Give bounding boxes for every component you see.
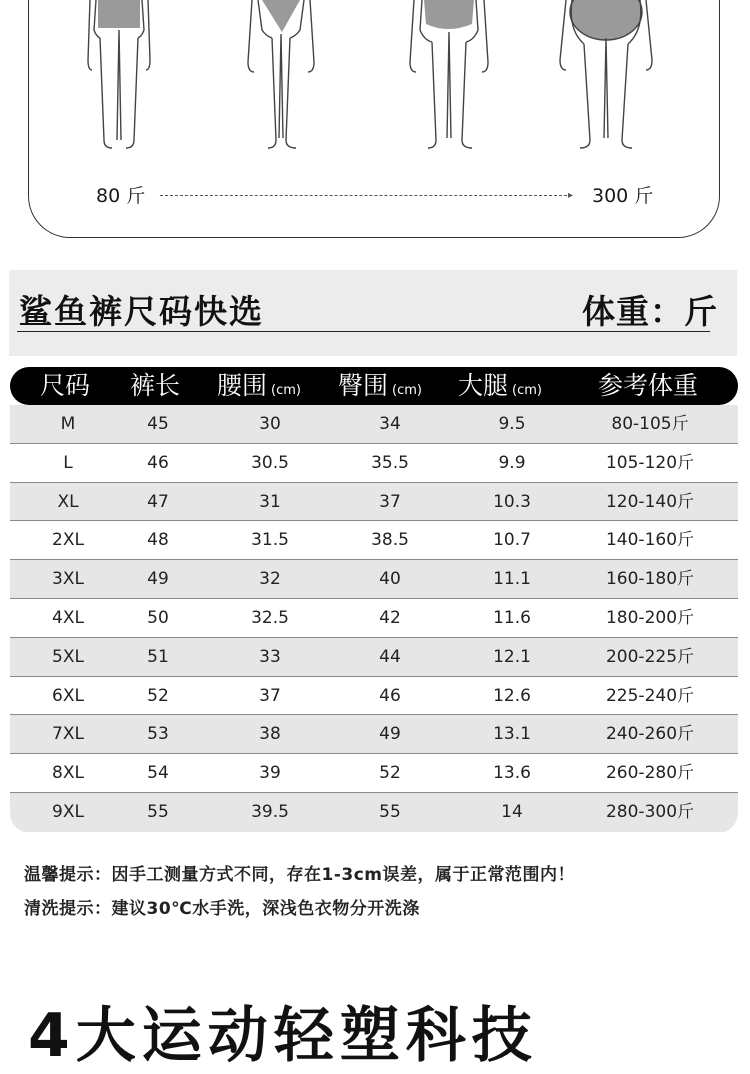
table-cell: 2XL <box>52 530 84 551</box>
table-cell: 11.6 <box>493 607 531 628</box>
table-cell: 38 <box>259 724 281 745</box>
table-cell: 40 <box>379 569 401 590</box>
body-figure-average <box>248 0 314 148</box>
header-thigh: 大腿 (cm) <box>458 371 542 400</box>
table-cell: 53 <box>147 724 169 745</box>
table-header <box>10 367 738 405</box>
table-cell: L <box>63 452 73 473</box>
table-cell: 50 <box>147 607 169 628</box>
table-row <box>10 599 738 638</box>
table-cell: 46 <box>379 685 401 706</box>
header-length: 裤长 <box>130 371 181 400</box>
table-cell: 9XL <box>52 801 84 822</box>
table-cell: 44 <box>379 646 401 667</box>
table-cell: 180-200斤 <box>605 607 695 628</box>
body-figures-illustration <box>0 0 750 160</box>
table-cell: 13.6 <box>493 763 531 784</box>
table-cell: 260-280斤 <box>605 763 695 784</box>
table-cell: 55 <box>147 801 169 822</box>
table-row <box>10 405 738 444</box>
table-cell: 47 <box>147 491 169 512</box>
header-hip: 臀围 (cm) <box>338 371 422 400</box>
table-cell: 240-260斤 <box>605 724 695 745</box>
table-cell: 39 <box>259 763 281 784</box>
table-row <box>10 793 738 832</box>
table-cell: 11.1 <box>493 569 531 590</box>
table-cell: M <box>60 414 76 434</box>
section-divider <box>17 331 710 332</box>
header-waist: 腰围 (cm) <box>217 371 301 400</box>
table-cell: 49 <box>147 569 169 590</box>
table-cell: 37 <box>259 685 281 706</box>
table-cell: 9.5 <box>498 414 526 434</box>
weight-max-label: 300 斤 <box>592 185 654 207</box>
table-cell: 38.5 <box>371 530 409 551</box>
weight-scale <box>0 176 750 212</box>
table-cell: 160-180斤 <box>605 569 695 590</box>
table-cell: 9.9 <box>498 452 526 473</box>
header-weight: 参考体重 <box>598 371 699 400</box>
table-cell: 140-160斤 <box>605 530 695 551</box>
body-figure-plus <box>560 0 652 148</box>
table-body <box>10 405 738 832</box>
weight-min-label: 80 斤 <box>96 185 146 207</box>
table-cell: 14 <box>501 801 523 822</box>
table-row <box>10 444 738 483</box>
table-cell: 120-140斤 <box>605 491 695 512</box>
weight-range-dashed-line <box>160 195 572 196</box>
table-row <box>10 754 738 793</box>
table-cell: 6XL <box>52 685 84 706</box>
table-cell: 49 <box>379 724 401 745</box>
next-section-heading: 4大运动轻塑科技 <box>28 1001 538 1071</box>
table-cell: 46 <box>147 452 169 473</box>
table-cell: 10.7 <box>493 530 531 551</box>
table-cell: 45 <box>147 414 169 434</box>
header-size: 尺码 <box>40 371 91 400</box>
table-cell: 105-120斤 <box>605 452 695 473</box>
table-row <box>10 715 738 754</box>
washing-tip: 清洗提示：建议30℃水手洗，深浅色衣物分开洗涤 <box>24 899 420 919</box>
table-cell: 8XL <box>52 763 84 784</box>
table-cell: 32.5 <box>251 607 289 628</box>
table-cell: XL <box>57 491 79 512</box>
table-cell: 33 <box>259 646 281 667</box>
table-cell: 51 <box>147 646 169 667</box>
table-cell: 7XL <box>52 724 84 745</box>
table-cell: 200-225斤 <box>605 646 695 667</box>
table-cell: 13.1 <box>493 724 531 745</box>
table-cell: 42 <box>379 607 401 628</box>
table-cell: 37 <box>379 491 401 512</box>
table-row <box>10 483 738 522</box>
section-header <box>9 270 737 356</box>
table-cell: 31 <box>259 491 281 512</box>
table-cell: 31.5 <box>251 530 289 551</box>
table-cell: 52 <box>379 763 401 784</box>
body-figure-curvy <box>410 0 488 148</box>
section-title: 鲨鱼裤尺码快选 <box>19 292 264 331</box>
arrow-right-icon: ▸ <box>568 190 574 201</box>
table-cell: 225-240斤 <box>605 685 695 706</box>
table-row <box>10 560 738 599</box>
body-figure-slim <box>88 0 150 148</box>
table-cell: 280-300斤 <box>605 801 695 822</box>
table-cell: 80-105斤 <box>611 414 689 434</box>
table-cell: 39.5 <box>251 801 289 822</box>
table-cell: 35.5 <box>371 452 409 473</box>
table-row <box>10 638 738 677</box>
table-cell: 55 <box>379 801 401 822</box>
measurement-tip: 温馨提示：因手工测量方式不同，存在1-3cm误差，属于正常范围内！ <box>24 865 576 885</box>
table-cell: 5XL <box>52 646 84 667</box>
table-cell: 12.6 <box>493 685 531 706</box>
table-cell: 54 <box>147 763 169 784</box>
table-cell: 30 <box>259 414 281 434</box>
table-row <box>10 521 738 560</box>
table-row <box>10 677 738 716</box>
table-cell: 52 <box>147 685 169 706</box>
table-cell: 32 <box>259 569 281 590</box>
table-cell: 4XL <box>52 607 84 628</box>
table-cell: 30.5 <box>251 452 289 473</box>
section-unit-label: 体重：斤 <box>582 292 718 331</box>
size-table <box>10 367 738 833</box>
table-cell: 10.3 <box>493 491 531 512</box>
table-cell: 3XL <box>52 569 84 590</box>
table-cell: 34 <box>379 414 401 434</box>
notes <box>24 858 724 926</box>
table-cell: 48 <box>147 530 169 551</box>
table-cell: 12.1 <box>493 646 531 667</box>
